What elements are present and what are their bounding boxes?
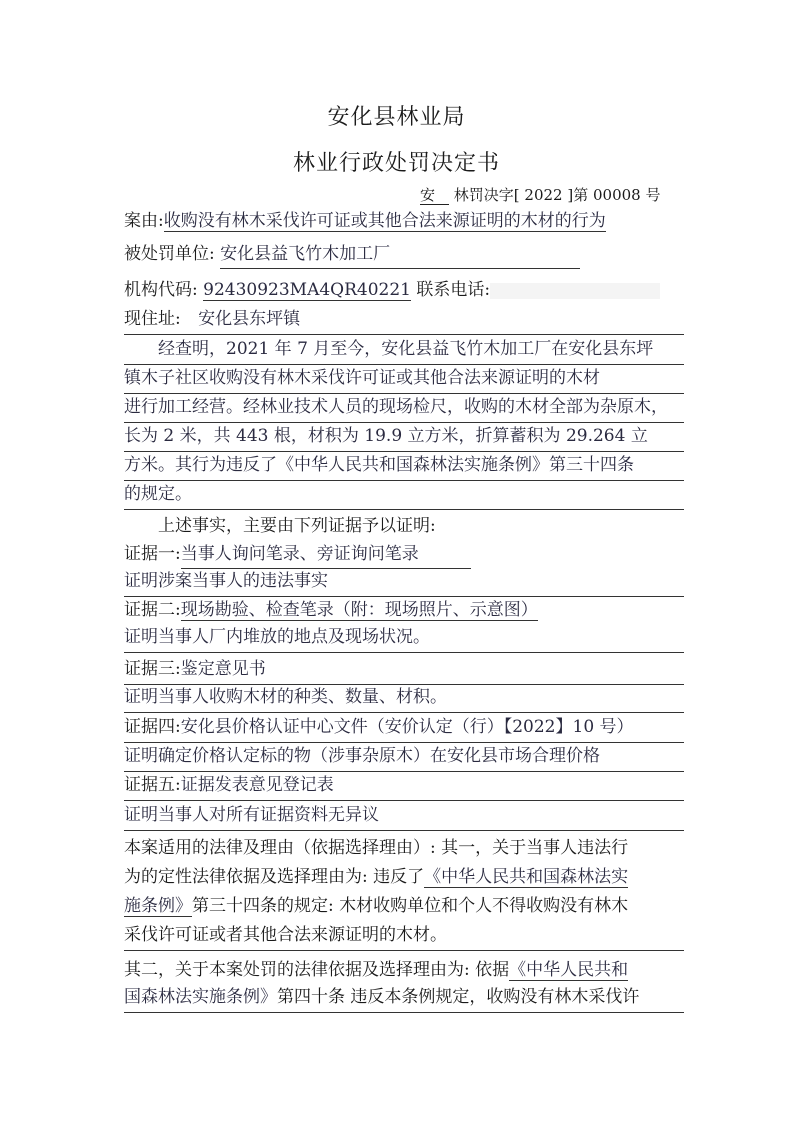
law-2-statute-ref-a: 《中华人民共和 bbox=[509, 960, 629, 980]
penalized-unit-label: 被处罚单位: bbox=[124, 244, 215, 264]
address-row bbox=[124, 306, 684, 335]
penalized-unit-value: 安化县益飞竹木加工厂 bbox=[220, 241, 580, 269]
phone-redacted bbox=[490, 283, 660, 299]
document-number-rest: 林罚决字[ 2022 ]第 00008 号 bbox=[453, 186, 661, 204]
law-2-line-2-text: 第四十条 违反本条例规定，收购没有林木采伐许 bbox=[277, 987, 640, 1007]
document-number bbox=[420, 184, 660, 205]
evidence-3-row bbox=[124, 656, 684, 685]
law-1-line-1: 本案适用的法律及理由（依据选择理由）: 其一，关于当事人违法行 bbox=[124, 838, 629, 858]
org-code-value: 92430923MA4QR40221 bbox=[203, 280, 411, 300]
evidence-2-proof: 证明当事人厂内堆放的地点及现场状况。 bbox=[124, 624, 684, 653]
finding-line-2: 镇木子社区收购没有林木采伐许可证或其他合法来源证明的木材 bbox=[124, 365, 684, 394]
law-1-line-2-text: 为的定性法律依据及选择理由为: 违反了 bbox=[124, 867, 425, 887]
finding-line-4: 长为 2 米，共 443 根，材积为 19.9 立方米，折算蓄积为 29.264 立 bbox=[124, 423, 684, 452]
document-number-prefix: 安 bbox=[420, 186, 449, 205]
evidence-2-row bbox=[124, 597, 684, 626]
evidence-4-label: 证据四: bbox=[124, 717, 181, 737]
org-code-label: 机构代码: bbox=[124, 280, 198, 300]
law-2-line-1 bbox=[124, 957, 684, 986]
law-2-line-2 bbox=[124, 984, 684, 1013]
finding-line-3: 进行加工经营。经林业技术人员的现场检尺，收购的木材全部为杂原木， bbox=[124, 394, 684, 423]
penalized-unit-row bbox=[124, 241, 684, 270]
evidence-4-proof: 证明确定价格认定标的物（涉事杂原木）在安化县市场合理价格 bbox=[124, 743, 684, 772]
law-1-statute-ref-b: 施条例》 bbox=[124, 896, 192, 916]
finding-line-5: 方米。其行为违反了《中华人民共和国森林法实施条例》第三十四条 bbox=[124, 452, 684, 481]
case-reason-value: 收购没有林木采伐许可证或其他合法来源证明的木材的行为 bbox=[163, 211, 606, 231]
case-reason-row bbox=[124, 208, 684, 237]
evidence-2-value: 现场勘验、检查笔录（附：现场照片、示意图） bbox=[180, 600, 538, 620]
law-1-statute-ref-a: 《中华人民共和国森林法实 bbox=[424, 867, 629, 887]
law-1-line-4: 采伐许可证或者其他合法来源证明的木材。 bbox=[124, 922, 684, 951]
evidence-5-label: 证据五: bbox=[124, 775, 181, 795]
evidence-5-value: 证据发表意见登记表 bbox=[180, 775, 334, 795]
evidence-1-row bbox=[124, 541, 684, 570]
org-code-row bbox=[124, 277, 684, 306]
evidence-4-value: 安化县价格认证中心文件（安价认定（行）【2022】10 号） bbox=[180, 717, 634, 737]
evidence-3-value: 鉴定意见书 bbox=[180, 659, 266, 679]
law-1-line-3-text: 第三十四条的规定: 木材收购单位和个人不得收购没有林木 bbox=[192, 896, 629, 916]
evidence-intro: 上述事实，主要由下列证据予以证明: bbox=[158, 516, 436, 536]
evidence-5-proof: 证明当事人对所有证据资料无异议 bbox=[124, 802, 684, 831]
evidence-2-label: 证据二: bbox=[124, 600, 181, 620]
law-1-line-2 bbox=[124, 864, 684, 893]
law-2-line-1-text: 其二，关于本案处罚的法律依据及选择理由为: 依据 bbox=[124, 960, 510, 980]
phone-label: 联系电话: bbox=[416, 280, 491, 300]
evidence-3-label: 证据三: bbox=[124, 659, 181, 679]
evidence-5-row bbox=[124, 772, 684, 801]
case-reason-label: 案由: bbox=[124, 211, 164, 231]
address-value: 安化县东坪镇 bbox=[198, 309, 301, 329]
evidence-1-value: 当事人询问笔录、旁证询问笔录 bbox=[181, 541, 471, 569]
evidence-3-proof: 证明当事人收购木材的种类、数量、材积。 bbox=[124, 684, 684, 713]
evidence-1-proof: 证明涉案当事人的违法事实 bbox=[124, 568, 684, 597]
finding-line-1: 经查明，2021 年 7 月至今，安化县益飞竹木加工厂在安化县东坪 bbox=[124, 336, 684, 365]
evidence-1-label: 证据一: bbox=[124, 544, 181, 564]
law-1-line-3 bbox=[124, 893, 684, 922]
address-label: 现住址: bbox=[124, 309, 181, 329]
document-title: 林业行政处罚决定书 bbox=[292, 151, 500, 176]
issuing-organization: 安化县林业局 bbox=[327, 105, 466, 130]
finding-line-6: 的规定。 bbox=[124, 481, 684, 510]
evidence-4-row bbox=[124, 714, 684, 743]
law-2-statute-ref-b: 国森林法实施条例》 bbox=[124, 987, 277, 1007]
